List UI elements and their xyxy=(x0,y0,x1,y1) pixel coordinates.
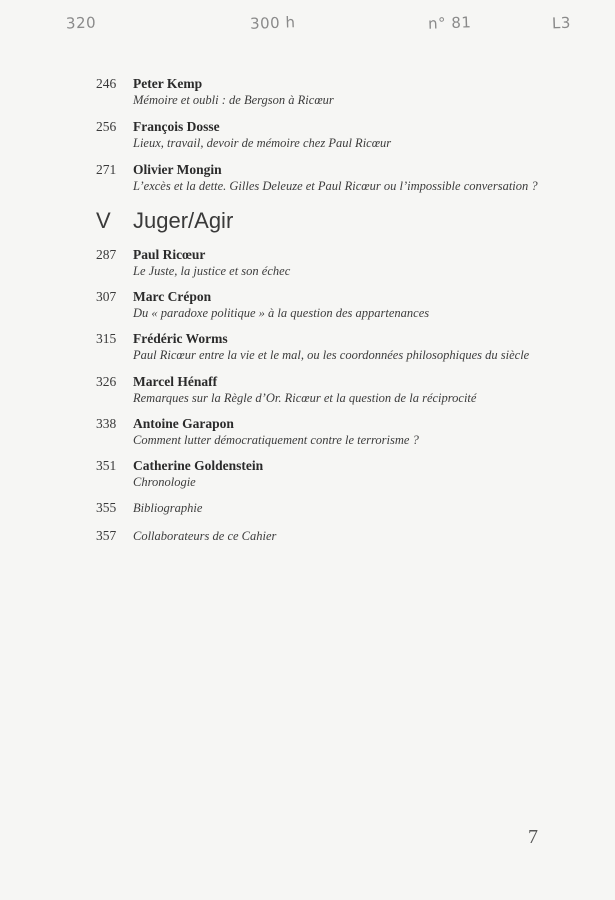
handwritten-note-right: n° 81 xyxy=(427,13,472,33)
toc-title: Paul Ricœur entre la vie et le mal, ou les coordonnées philosophiques du siècle xyxy=(133,348,530,362)
toc-author: Antoine Garapon xyxy=(133,416,234,431)
handwritten-note-far-right: L3 xyxy=(551,13,572,33)
toc-title: Collaborateurs de ce Cahier xyxy=(133,529,277,543)
toc-title: Lieux, travail, devoir de mémoire chez Paul Ricœur xyxy=(133,136,392,150)
toc-page-number: 326 xyxy=(96,374,117,389)
toc-page-number: 271 xyxy=(96,162,117,177)
toc-page-number: 307 xyxy=(96,289,117,304)
toc-title: Bibliographie xyxy=(133,501,203,515)
section-number: V xyxy=(96,208,111,233)
handwritten-note-left: 320 xyxy=(65,13,97,33)
toc-title: Mémoire et oubli : de Bergson à Ricœur xyxy=(133,93,334,107)
toc-page-number: 355 xyxy=(96,500,117,515)
toc-page-number: 357 xyxy=(96,528,117,543)
toc-author: Paul Ricœur xyxy=(133,247,206,262)
toc-title: Chronologie xyxy=(133,475,196,489)
toc-title: Du « paradoxe politique » à la question des appartenances xyxy=(133,306,430,320)
toc-author: François Dosse xyxy=(133,119,220,134)
toc-title: Comment lutter démocratiquement contre le terrorisme ? xyxy=(133,433,419,447)
toc-title: Le Juste, la justice et son échec xyxy=(133,264,291,278)
section-heading xyxy=(96,208,233,234)
toc-page-number: 338 xyxy=(96,416,117,431)
toc-author: Marcel Hénaff xyxy=(133,374,218,389)
toc-page-number: 246 xyxy=(96,76,117,91)
handwritten-note-center: 300 h xyxy=(249,13,296,33)
section-title: Juger/Agir xyxy=(133,208,234,233)
toc-title: L’excès et la dette. Gilles Deleuze et Paul Ricœur ou l’impossible conversation ? xyxy=(133,179,538,193)
toc-author: Peter Kemp xyxy=(133,76,203,91)
page-number: 7 xyxy=(528,826,538,848)
toc-page-number: 351 xyxy=(96,458,117,473)
toc-title: Remarques sur la Règle d’Or. Ricœur et la question de la réciprocité xyxy=(133,391,477,405)
toc-author: Catherine Goldenstein xyxy=(133,458,264,473)
toc-page-number: 256 xyxy=(96,119,117,134)
toc-author: Marc Crépon xyxy=(133,289,212,304)
toc-author: Olivier Mongin xyxy=(133,162,222,177)
toc-page-number: 287 xyxy=(96,247,117,262)
toc-author: Frédéric Worms xyxy=(133,331,228,346)
toc-page-number: 315 xyxy=(96,331,117,346)
